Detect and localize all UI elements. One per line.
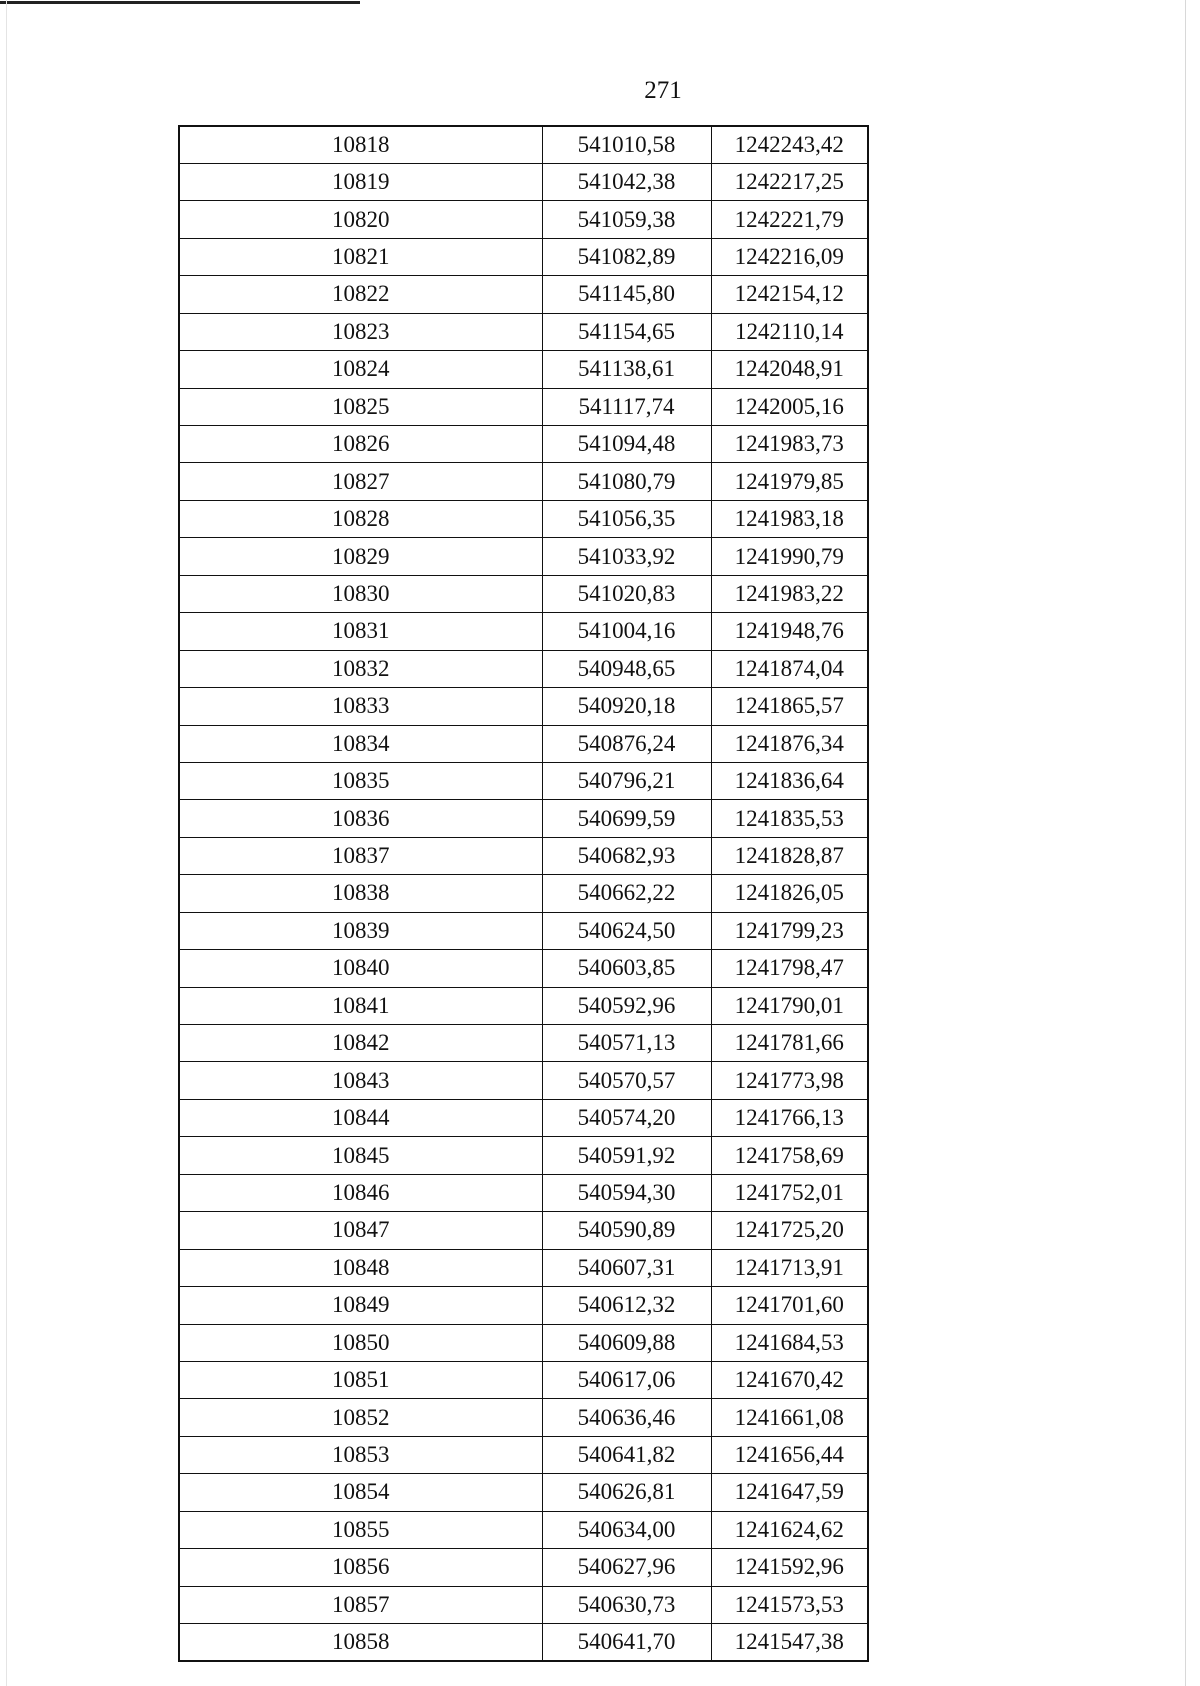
x-coordinate-cell: 540609,88 [542,1324,711,1361]
table-row [179,1062,868,1099]
x-coordinate-cell: 540920,18 [542,688,711,725]
point-number-cell: 10820 [179,201,542,238]
table-row [179,1624,868,1661]
table-row [179,800,868,837]
x-coordinate-cell: 540571,13 [542,1025,711,1062]
x-coordinate-cell: 540624,50 [542,912,711,949]
point-number-cell: 10834 [179,725,542,762]
y-coordinate-cell: 1241781,66 [711,1025,868,1062]
y-coordinate-cell: 1241547,38 [711,1624,868,1661]
y-coordinate-cell: 1241573,53 [711,1586,868,1623]
table-row [179,163,868,200]
x-coordinate-cell: 540607,31 [542,1249,711,1286]
point-number-cell: 10842 [179,1025,542,1062]
point-number-cell: 10858 [179,1624,542,1661]
y-coordinate-cell: 1241656,44 [711,1436,868,1473]
x-coordinate-cell: 540592,96 [542,987,711,1024]
y-coordinate-cell: 1242048,91 [711,351,868,388]
y-coordinate-cell: 1241624,62 [711,1511,868,1548]
x-coordinate-cell: 540612,32 [542,1287,711,1324]
y-coordinate-cell: 1241758,69 [711,1137,868,1174]
y-coordinate-cell: 1241670,42 [711,1361,868,1398]
table-row [179,1099,868,1136]
x-coordinate-cell: 541082,89 [542,238,711,275]
x-coordinate-cell: 540682,93 [542,837,711,874]
point-number-cell: 10847 [179,1212,542,1249]
x-coordinate-cell: 541042,38 [542,163,711,200]
point-number-cell: 10826 [179,426,542,463]
y-coordinate-cell: 1241647,59 [711,1474,868,1511]
y-coordinate-cell: 1241983,18 [711,500,868,537]
table-row [179,1249,868,1286]
table-row [179,688,868,725]
x-coordinate-cell: 541117,74 [542,388,711,425]
y-coordinate-cell: 1241826,05 [711,875,868,912]
x-coordinate-cell: 540699,59 [542,800,711,837]
table-row [179,1549,868,1586]
table-row [179,538,868,575]
table-row [179,1586,868,1623]
table-row [179,1137,868,1174]
x-coordinate-cell: 540641,70 [542,1624,711,1661]
table-row [179,463,868,500]
point-number-cell: 10827 [179,463,542,500]
x-coordinate-cell: 541145,80 [542,276,711,313]
table-row [179,238,868,275]
y-coordinate-cell: 1241979,85 [711,463,868,500]
point-number-cell: 10832 [179,650,542,687]
x-coordinate-cell: 540662,22 [542,875,711,912]
point-number-cell: 10849 [179,1287,542,1324]
table-row [179,1361,868,1398]
y-coordinate-cell: 1241836,64 [711,762,868,799]
table-row [179,126,868,163]
x-coordinate-cell: 541094,48 [542,426,711,463]
x-coordinate-cell: 541059,38 [542,201,711,238]
y-coordinate-cell: 1241828,87 [711,837,868,874]
y-coordinate-cell: 1242217,25 [711,163,868,200]
y-coordinate-cell: 1241983,22 [711,575,868,612]
table-row [179,725,868,762]
x-coordinate-cell: 540590,89 [542,1212,711,1249]
table-row [179,1025,868,1062]
x-coordinate-cell: 540617,06 [542,1361,711,1398]
table-row [179,987,868,1024]
point-number-cell: 10843 [179,1062,542,1099]
y-coordinate-cell: 1242243,42 [711,126,868,163]
y-coordinate-cell: 1241752,01 [711,1174,868,1211]
table-row [179,351,868,388]
point-number-cell: 10821 [179,238,542,275]
table-row [179,276,868,313]
table-row [179,426,868,463]
point-number-cell: 10841 [179,987,542,1024]
y-coordinate-cell: 1241773,98 [711,1062,868,1099]
point-number-cell: 10855 [179,1511,542,1548]
x-coordinate-cell: 540641,82 [542,1436,711,1473]
x-coordinate-cell: 540948,65 [542,650,711,687]
y-coordinate-cell: 1242110,14 [711,313,868,350]
table-row [179,388,868,425]
table-row [179,613,868,650]
point-number-cell: 10844 [179,1099,542,1136]
point-number-cell: 10828 [179,500,542,537]
y-coordinate-cell: 1242005,16 [711,388,868,425]
point-number-cell: 10851 [179,1361,542,1398]
y-coordinate-cell: 1241701,60 [711,1287,868,1324]
x-coordinate-cell: 540570,57 [542,1062,711,1099]
table-row [179,912,868,949]
x-coordinate-cell: 541138,61 [542,351,711,388]
point-number-cell: 10850 [179,1324,542,1361]
table-row [179,1511,868,1548]
page-number: 271 [644,77,682,104]
y-coordinate-cell: 1242221,79 [711,201,868,238]
point-number-cell: 10835 [179,762,542,799]
point-number-cell: 10856 [179,1549,542,1586]
y-coordinate-cell: 1241684,53 [711,1324,868,1361]
table-row [179,650,868,687]
x-coordinate-cell: 540626,81 [542,1474,711,1511]
y-coordinate-cell: 1241766,13 [711,1099,868,1136]
x-coordinate-cell: 540636,46 [542,1399,711,1436]
point-number-cell: 10829 [179,538,542,575]
table-row [179,201,868,238]
point-number-cell: 10823 [179,313,542,350]
y-coordinate-cell: 1241983,73 [711,426,868,463]
point-number-cell: 10846 [179,1174,542,1211]
y-coordinate-cell: 1242216,09 [711,238,868,275]
x-coordinate-cell: 541154,65 [542,313,711,350]
point-number-cell: 10839 [179,912,542,949]
scan-right-edge [1185,0,1186,1686]
coordinates-table-body [179,126,868,1661]
x-coordinate-cell: 540627,96 [542,1549,711,1586]
y-coordinate-cell: 1241865,57 [711,688,868,725]
scan-left-edge [6,0,7,1686]
point-number-cell: 10822 [179,276,542,313]
x-coordinate-cell: 541004,16 [542,613,711,650]
point-number-cell: 10853 [179,1436,542,1473]
table-row [179,1436,868,1473]
point-number-cell: 10852 [179,1399,542,1436]
y-coordinate-cell: 1241661,08 [711,1399,868,1436]
point-number-cell: 10819 [179,163,542,200]
y-coordinate-cell: 1241592,96 [711,1549,868,1586]
x-coordinate-cell: 540603,85 [542,950,711,987]
x-coordinate-cell: 540630,73 [542,1586,711,1623]
coordinates-table [178,125,869,1662]
point-number-cell: 10838 [179,875,542,912]
point-number-cell: 10830 [179,575,542,612]
point-number-cell: 10824 [179,351,542,388]
x-coordinate-cell: 541020,83 [542,575,711,612]
table-row [179,313,868,350]
y-coordinate-cell: 1241713,91 [711,1249,868,1286]
table-row [179,1474,868,1511]
point-number-cell: 10837 [179,837,542,874]
y-coordinate-cell: 1241874,04 [711,650,868,687]
x-coordinate-cell: 540591,92 [542,1137,711,1174]
table-row [179,575,868,612]
point-number-cell: 10845 [179,1137,542,1174]
y-coordinate-cell: 1241948,76 [711,613,868,650]
y-coordinate-cell: 1241798,47 [711,950,868,987]
x-coordinate-cell: 541033,92 [542,538,711,575]
x-coordinate-cell: 540634,00 [542,1511,711,1548]
point-number-cell: 10857 [179,1586,542,1623]
table-row [179,500,868,537]
table-row [179,762,868,799]
x-coordinate-cell: 540574,20 [542,1099,711,1136]
y-coordinate-cell: 1241990,79 [711,538,868,575]
point-number-cell: 10833 [179,688,542,725]
point-number-cell: 10840 [179,950,542,987]
y-coordinate-cell: 1241790,01 [711,987,868,1024]
table-row [179,1174,868,1211]
y-coordinate-cell: 1241725,20 [711,1212,868,1249]
table-row [179,1287,868,1324]
point-number-cell: 10825 [179,388,542,425]
x-coordinate-cell: 540594,30 [542,1174,711,1211]
point-number-cell: 10818 [179,126,542,163]
table-row [179,950,868,987]
table-row [179,875,868,912]
y-coordinate-cell: 1241799,23 [711,912,868,949]
table-row [179,1212,868,1249]
point-number-cell: 10831 [179,613,542,650]
point-number-cell: 10836 [179,800,542,837]
y-coordinate-cell: 1242154,12 [711,276,868,313]
point-number-cell: 10848 [179,1249,542,1286]
x-coordinate-cell: 541056,35 [542,500,711,537]
scan-edge-line [0,1,360,4]
y-coordinate-cell: 1241876,34 [711,725,868,762]
point-number-cell: 10854 [179,1474,542,1511]
table-row [179,1324,868,1361]
x-coordinate-cell: 541010,58 [542,126,711,163]
x-coordinate-cell: 540796,21 [542,762,711,799]
y-coordinate-cell: 1241835,53 [711,800,868,837]
table-row [179,1399,868,1436]
x-coordinate-cell: 540876,24 [542,725,711,762]
x-coordinate-cell: 541080,79 [542,463,711,500]
table-row [179,837,868,874]
